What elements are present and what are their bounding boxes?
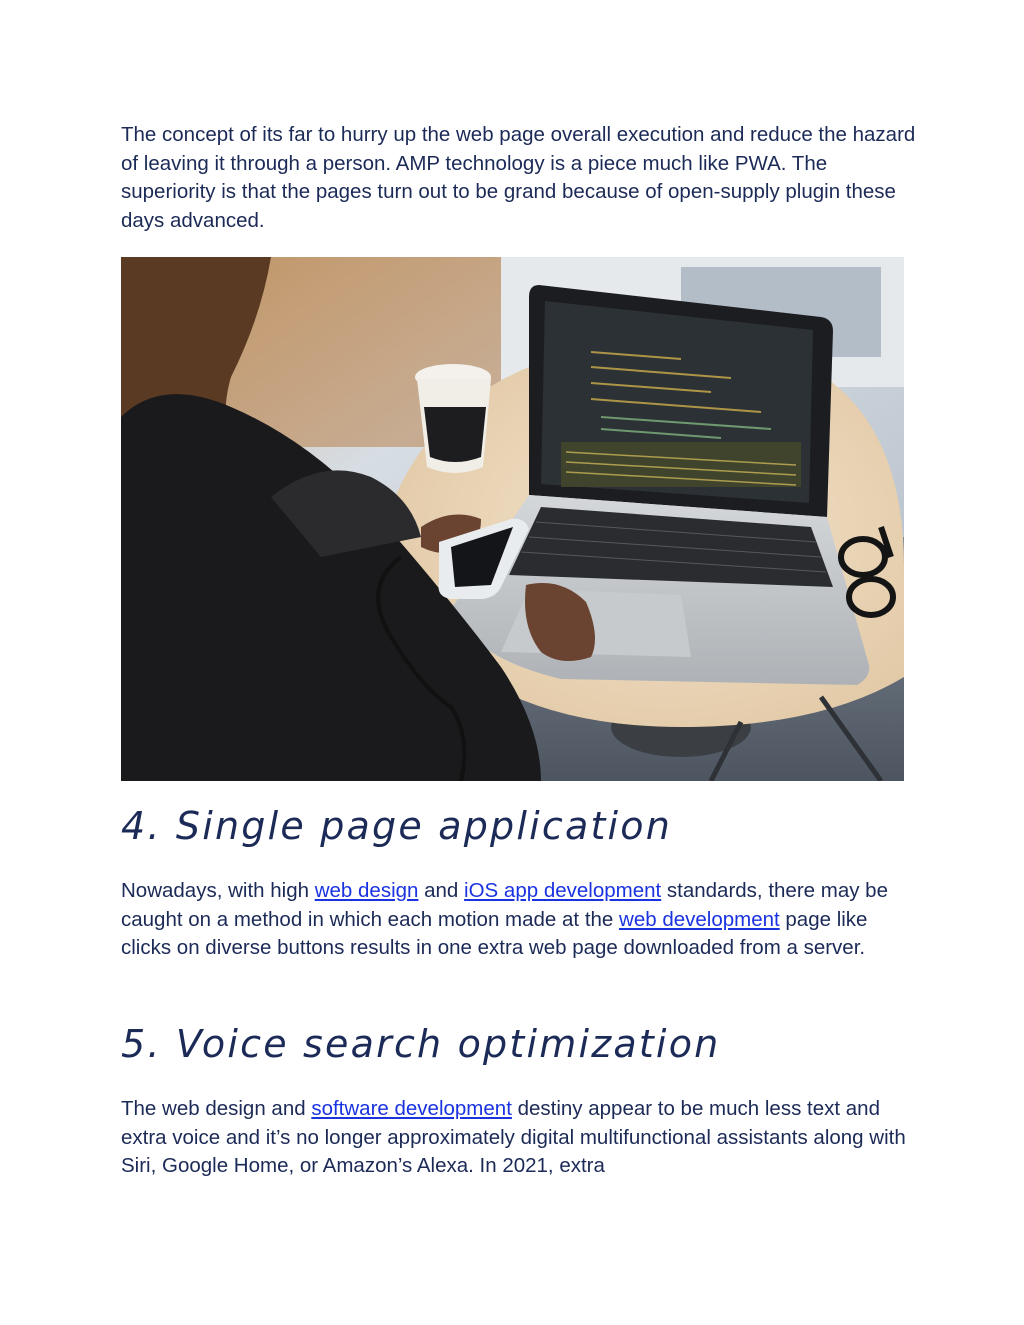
- web-design-link[interactable]: web design: [314, 879, 419, 902]
- intro-paragraph: The concept of its far to hurry up the web page overall execution and reduce the hazard of leaving it through a person. AMP technology is a piece much like PWA. The superiority is that the pages turn out to be grand because of open-supply plugin these days advanced.: [121, 123, 916, 232]
- section-5-heading: 5. Voice search optimization: [121, 1022, 721, 1066]
- section-5-text-1: The web design and: [121, 1097, 312, 1120]
- section-4-text-2: and: [418, 879, 465, 902]
- software-development-link[interactable]: software development: [311, 1097, 512, 1120]
- section-4-text-4: page like clicks on diverse buttons results in one extra web page downloaded from a server.: [121, 907, 868, 960]
- section-5-paragraph: [121, 1095, 921, 1181]
- developer-laptop-photo: [121, 257, 904, 781]
- web-development-link[interactable]: web development: [619, 907, 780, 931]
- section-4-text-3: standards, there may be caught on a method in which each motion made at the: [121, 879, 888, 931]
- section-5-text-2: destiny appear to be much less text and extra voice and it’s no longer approximately digital multifunctional assistants along with Siri, Google Home, or Amazon’s Alexa. In 2021, extra: [121, 1097, 906, 1178]
- section-4-heading: 4. Single page application: [121, 804, 673, 848]
- ios-app-development-link[interactable]: iOS app development: [464, 879, 662, 902]
- section-4-text-1: Nowadays, with high: [121, 879, 315, 902]
- section-4-paragraph: [121, 877, 921, 963]
